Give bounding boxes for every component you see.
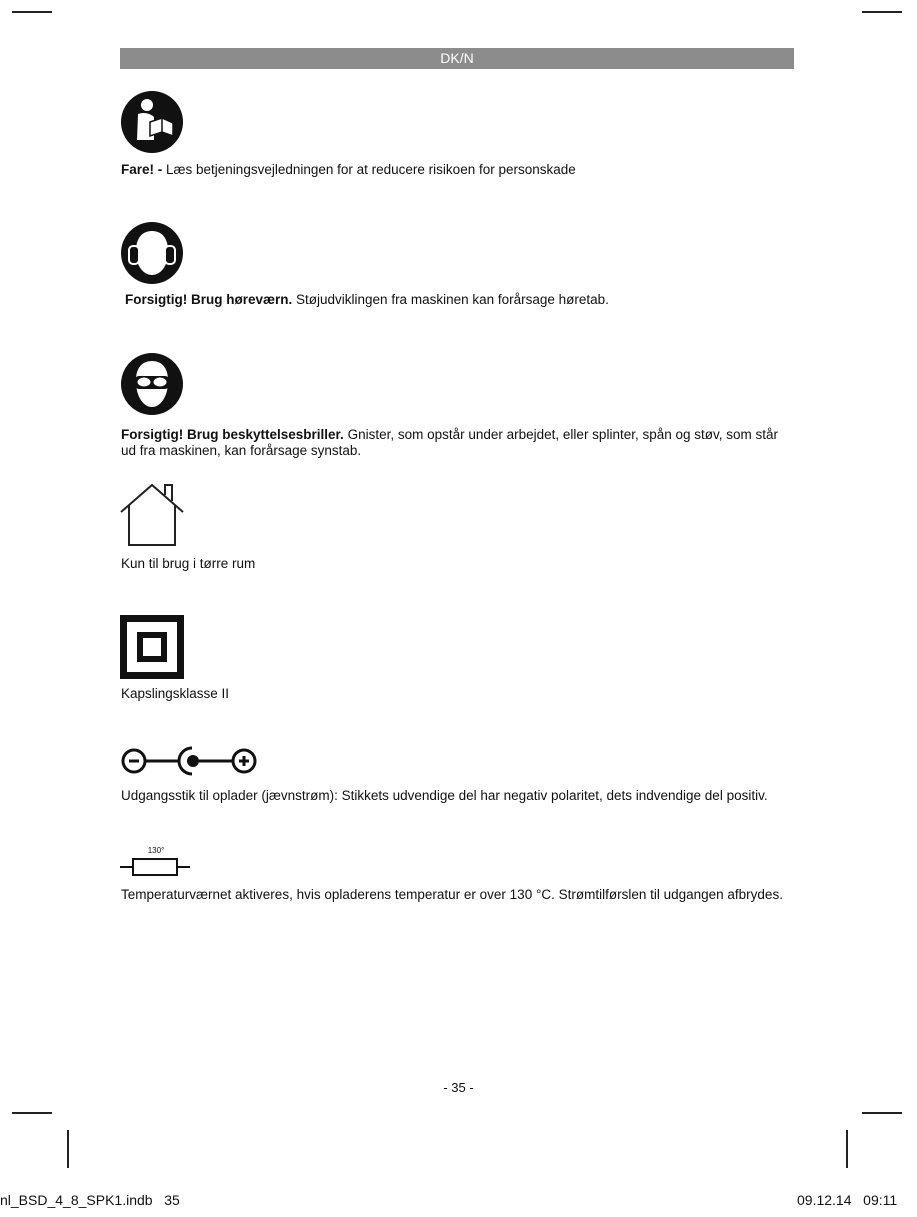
section-text	[121, 556, 791, 572]
double-insulation-icon	[120, 615, 184, 679]
timestamp-slug: 09.12.14 09:11	[797, 1192, 898, 1208]
section-text	[121, 686, 791, 702]
fuse-temperature-label: 130°	[147, 846, 165, 855]
section-body: Kapslingsklasse II	[121, 686, 230, 701]
section-body: Udgangsstik til oplader (jævnstrøm): Stikkets udvendige del har negativ polaritet, dets indvendige del positiv.	[121, 788, 768, 803]
crop-mark	[862, 1112, 902, 1114]
section-body: Kun til brug i tørre rum	[121, 556, 256, 571]
file-slug: nl_BSD_4_8_SPK1.indb 35	[0, 1192, 180, 1208]
fuse-icon	[120, 856, 190, 878]
section-body: Temperaturværnet aktiveres, hvis opladerens temperatur er over 130 °C. Strømtilførslen til udgangen afbrydes.	[121, 887, 783, 902]
crop-mark	[862, 11, 902, 13]
hearing-protection-icon	[120, 221, 184, 285]
crop-mark	[12, 1112, 52, 1114]
section-text	[121, 786, 791, 806]
eye-protection-icon	[120, 352, 184, 416]
section-body: Støjudviklingen fra maskinen kan forårsage høretab.	[292, 292, 609, 307]
section-text	[121, 887, 791, 903]
page-number: - 35 -	[443, 1080, 474, 1095]
language-header: DK/N	[120, 48, 794, 69]
section-text	[125, 292, 795, 308]
read-manual-icon	[120, 90, 184, 154]
section-bold-label: Forsigtig! Brug beskyttelsesbriller.	[121, 427, 344, 442]
fuse-symbol	[120, 846, 190, 880]
polarity-icon	[120, 745, 262, 777]
section-bold-label: Fare! -	[121, 162, 163, 177]
section-bold-label: Forsigtig! Brug høreværn.	[125, 292, 293, 307]
section-body: Læs betjeningsvejledningen for at reducere risikoen for personskade	[162, 162, 576, 177]
crop-mark	[12, 11, 52, 13]
section-text	[121, 427, 791, 459]
section-text	[121, 162, 791, 178]
crop-mark	[67, 1130, 69, 1168]
crop-mark	[846, 1130, 848, 1168]
section-body: Gnister, som opstår under arbejdet, eller splinter, spån og støv, som står ud fra maskinen, kan forårsage synstab.	[121, 427, 779, 458]
house-icon	[119, 482, 185, 548]
